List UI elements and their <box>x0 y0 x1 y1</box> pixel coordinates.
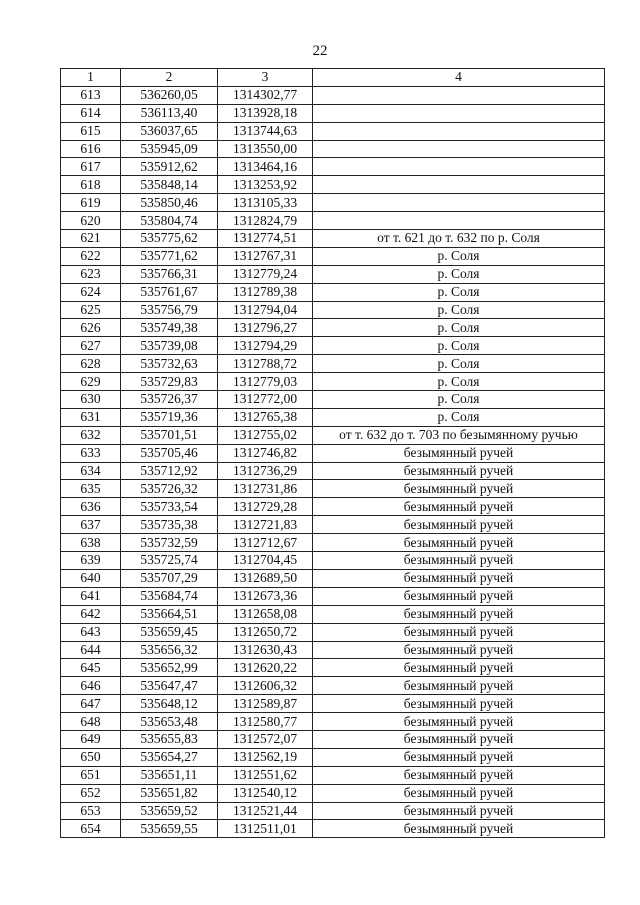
x-coordinate-cell: 535761,67 <box>121 283 218 301</box>
y-coordinate-cell: 1312794,29 <box>218 337 313 355</box>
description-cell: безымянный ручей <box>313 677 605 695</box>
description-cell: от т. 632 до т. 703 по безымянному ручью <box>313 426 605 444</box>
x-coordinate-cell: 535945,09 <box>121 140 218 158</box>
description-cell: безымянный ручей <box>313 480 605 498</box>
x-coordinate-cell: 536260,05 <box>121 86 218 104</box>
header-x-coordinate: 2 <box>121 69 218 87</box>
y-coordinate-cell: 1312712,67 <box>218 534 313 552</box>
table-row <box>61 534 605 552</box>
x-coordinate-cell: 535684,74 <box>121 587 218 605</box>
y-coordinate-cell: 1313464,16 <box>218 158 313 176</box>
description-cell: от т. 621 до т. 632 по р. Соля <box>313 230 605 248</box>
table-row <box>61 569 605 587</box>
point-number-cell: 613 <box>61 86 121 104</box>
coordinates-table <box>60 68 605 838</box>
point-number-cell: 645 <box>61 659 121 677</box>
x-coordinate-cell: 535719,36 <box>121 408 218 426</box>
x-coordinate-cell: 535648,12 <box>121 695 218 713</box>
point-number-cell: 641 <box>61 587 121 605</box>
x-coordinate-cell: 535705,46 <box>121 444 218 462</box>
table-row <box>61 677 605 695</box>
point-number-cell: 621 <box>61 230 121 248</box>
description-cell: р. Соля <box>313 247 605 265</box>
description-cell <box>313 212 605 230</box>
table-row <box>61 176 605 194</box>
point-number-cell: 653 <box>61 802 121 820</box>
x-coordinate-cell: 535707,29 <box>121 569 218 587</box>
description-cell: безымянный ручей <box>313 444 605 462</box>
table-row <box>61 641 605 659</box>
y-coordinate-cell: 1313744,63 <box>218 122 313 140</box>
point-number-cell: 631 <box>61 408 121 426</box>
x-coordinate-cell: 536037,65 <box>121 122 218 140</box>
y-coordinate-cell: 1312650,72 <box>218 623 313 641</box>
point-number-cell: 644 <box>61 641 121 659</box>
y-coordinate-cell: 1312630,43 <box>218 641 313 659</box>
description-cell <box>313 158 605 176</box>
x-coordinate-cell: 535701,51 <box>121 426 218 444</box>
point-number-cell: 646 <box>61 677 121 695</box>
description-cell: безымянный ручей <box>313 534 605 552</box>
table-row <box>61 695 605 713</box>
point-number-cell: 618 <box>61 176 121 194</box>
description-cell: безымянный ручей <box>313 695 605 713</box>
table-row <box>61 230 605 248</box>
y-coordinate-cell: 1312721,83 <box>218 516 313 534</box>
point-number-cell: 620 <box>61 212 121 230</box>
y-coordinate-cell: 1312824,79 <box>218 212 313 230</box>
description-cell: безымянный ручей <box>313 516 605 534</box>
table-row <box>61 426 605 444</box>
table-row <box>61 552 605 570</box>
table-row <box>61 480 605 498</box>
x-coordinate-cell: 535850,46 <box>121 194 218 212</box>
table-row <box>61 140 605 158</box>
table-row <box>61 462 605 480</box>
page-number: 22 <box>312 43 328 59</box>
table-row <box>61 748 605 766</box>
point-number-cell: 615 <box>61 122 121 140</box>
x-coordinate-cell: 535647,47 <box>121 677 218 695</box>
table-row <box>61 337 605 355</box>
point-number-cell: 648 <box>61 713 121 731</box>
x-coordinate-cell: 535732,59 <box>121 534 218 552</box>
point-number-cell: 627 <box>61 337 121 355</box>
point-number-cell: 629 <box>61 373 121 391</box>
table-row <box>61 319 605 337</box>
description-cell: р. Соля <box>313 355 605 373</box>
point-number-cell: 614 <box>61 104 121 122</box>
table-row <box>61 820 605 838</box>
point-number-cell: 623 <box>61 265 121 283</box>
x-coordinate-cell: 535756,79 <box>121 301 218 319</box>
description-cell: р. Соля <box>313 265 605 283</box>
y-coordinate-cell: 1312774,51 <box>218 230 313 248</box>
table-row <box>61 247 605 265</box>
description-cell: безымянный ручей <box>313 766 605 784</box>
point-number-cell: 651 <box>61 766 121 784</box>
y-coordinate-cell: 1313253,92 <box>218 176 313 194</box>
y-coordinate-cell: 1312794,04 <box>218 301 313 319</box>
y-coordinate-cell: 1313550,00 <box>218 140 313 158</box>
table-header <box>61 69 605 87</box>
table-row <box>61 587 605 605</box>
table-row <box>61 283 605 301</box>
point-number-cell: 622 <box>61 247 121 265</box>
y-coordinate-cell: 1312779,24 <box>218 265 313 283</box>
point-number-cell: 649 <box>61 730 121 748</box>
x-coordinate-cell: 535656,32 <box>121 641 218 659</box>
table-row <box>61 623 605 641</box>
point-number-cell: 634 <box>61 462 121 480</box>
description-cell: р. Соля <box>313 373 605 391</box>
description-cell: безымянный ручей <box>313 748 605 766</box>
point-number-cell: 630 <box>61 391 121 409</box>
table-body <box>61 86 605 837</box>
y-coordinate-cell: 1313105,33 <box>218 194 313 212</box>
point-number-cell: 650 <box>61 748 121 766</box>
x-coordinate-cell: 535652,99 <box>121 659 218 677</box>
description-cell: безымянный ручей <box>313 802 605 820</box>
point-number-cell: 635 <box>61 480 121 498</box>
y-coordinate-cell: 1312562,19 <box>218 748 313 766</box>
x-coordinate-cell: 535775,62 <box>121 230 218 248</box>
header-row <box>61 69 605 87</box>
table-row <box>61 373 605 391</box>
table-row <box>61 730 605 748</box>
x-coordinate-cell: 535655,83 <box>121 730 218 748</box>
point-number-cell: 625 <box>61 301 121 319</box>
x-coordinate-cell: 535725,74 <box>121 552 218 570</box>
table-row <box>61 713 605 731</box>
description-cell: безымянный ручей <box>313 730 605 748</box>
point-number-cell: 626 <box>61 319 121 337</box>
x-coordinate-cell: 535651,82 <box>121 784 218 802</box>
description-cell: безымянный ручей <box>313 605 605 623</box>
description-cell: безымянный ручей <box>313 641 605 659</box>
x-coordinate-cell: 535848,14 <box>121 176 218 194</box>
point-number-cell: 628 <box>61 355 121 373</box>
table-row <box>61 605 605 623</box>
description-cell: безымянный ручей <box>313 713 605 731</box>
header-point-number: 1 <box>61 69 121 87</box>
table-row <box>61 122 605 140</box>
table-row <box>61 391 605 409</box>
y-coordinate-cell: 1312731,86 <box>218 480 313 498</box>
table-row <box>61 301 605 319</box>
y-coordinate-cell: 1314302,77 <box>218 86 313 104</box>
x-coordinate-cell: 535659,55 <box>121 820 218 838</box>
description-cell: безымянный ручей <box>313 587 605 605</box>
x-coordinate-cell: 535749,38 <box>121 319 218 337</box>
table-row <box>61 444 605 462</box>
description-cell: безымянный ручей <box>313 820 605 838</box>
y-coordinate-cell: 1312511,01 <box>218 820 313 838</box>
y-coordinate-cell: 1312620,22 <box>218 659 313 677</box>
x-coordinate-cell: 535726,37 <box>121 391 218 409</box>
description-cell <box>313 176 605 194</box>
x-coordinate-cell: 535735,38 <box>121 516 218 534</box>
description-cell: р. Соля <box>313 337 605 355</box>
table-row <box>61 766 605 784</box>
x-coordinate-cell: 535712,92 <box>121 462 218 480</box>
y-coordinate-cell: 1312736,29 <box>218 462 313 480</box>
point-number-cell: 624 <box>61 283 121 301</box>
point-number-cell: 637 <box>61 516 121 534</box>
x-coordinate-cell: 535659,45 <box>121 623 218 641</box>
point-number-cell: 617 <box>61 158 121 176</box>
y-coordinate-cell: 1312673,36 <box>218 587 313 605</box>
header-boundary-description: 4 <box>313 69 605 87</box>
table-row <box>61 104 605 122</box>
y-coordinate-cell: 1312521,44 <box>218 802 313 820</box>
point-number-cell: 643 <box>61 623 121 641</box>
description-cell: безымянный ручей <box>313 569 605 587</box>
y-coordinate-cell: 1312796,27 <box>218 319 313 337</box>
x-coordinate-cell: 535739,08 <box>121 337 218 355</box>
description-cell <box>313 104 605 122</box>
y-coordinate-cell: 1313928,18 <box>218 104 313 122</box>
y-coordinate-cell: 1312772,00 <box>218 391 313 409</box>
y-coordinate-cell: 1312746,82 <box>218 444 313 462</box>
x-coordinate-cell: 535664,51 <box>121 605 218 623</box>
y-coordinate-cell: 1312704,45 <box>218 552 313 570</box>
table-row <box>61 498 605 516</box>
table-row <box>61 355 605 373</box>
table-row <box>61 659 605 677</box>
point-number-cell: 640 <box>61 569 121 587</box>
description-cell <box>313 140 605 158</box>
point-number-cell: 632 <box>61 426 121 444</box>
description-cell: безымянный ручей <box>313 623 605 641</box>
x-coordinate-cell: 535726,32 <box>121 480 218 498</box>
y-coordinate-cell: 1312779,03 <box>218 373 313 391</box>
y-coordinate-cell: 1312755,02 <box>218 426 313 444</box>
y-coordinate-cell: 1312765,38 <box>218 408 313 426</box>
point-number-cell: 636 <box>61 498 121 516</box>
table-row <box>61 784 605 802</box>
point-number-cell: 638 <box>61 534 121 552</box>
description-cell: безымянный ручей <box>313 784 605 802</box>
point-number-cell: 647 <box>61 695 121 713</box>
x-coordinate-cell: 535654,27 <box>121 748 218 766</box>
x-coordinate-cell: 535653,48 <box>121 713 218 731</box>
point-number-cell: 652 <box>61 784 121 802</box>
point-number-cell: 639 <box>61 552 121 570</box>
point-number-cell: 616 <box>61 140 121 158</box>
table-row <box>61 265 605 283</box>
point-number-cell: 619 <box>61 194 121 212</box>
description-cell: р. Соля <box>313 391 605 409</box>
description-cell <box>313 122 605 140</box>
description-cell: р. Соля <box>313 301 605 319</box>
table-row <box>61 408 605 426</box>
y-coordinate-cell: 1312589,87 <box>218 695 313 713</box>
y-coordinate-cell: 1312551,62 <box>218 766 313 784</box>
description-cell: безымянный ручей <box>313 462 605 480</box>
y-coordinate-cell: 1312658,08 <box>218 605 313 623</box>
y-coordinate-cell: 1312729,28 <box>218 498 313 516</box>
description-cell <box>313 194 605 212</box>
y-coordinate-cell: 1312540,12 <box>218 784 313 802</box>
header-y-coordinate: 3 <box>218 69 313 87</box>
y-coordinate-cell: 1312789,38 <box>218 283 313 301</box>
point-number-cell: 654 <box>61 820 121 838</box>
y-coordinate-cell: 1312580,77 <box>218 713 313 731</box>
table-row <box>61 158 605 176</box>
x-coordinate-cell: 535912,62 <box>121 158 218 176</box>
description-cell: р. Соля <box>313 283 605 301</box>
description-cell <box>313 86 605 104</box>
x-coordinate-cell: 535729,83 <box>121 373 218 391</box>
point-number-cell: 642 <box>61 605 121 623</box>
description-cell: безымянный ручей <box>313 498 605 516</box>
x-coordinate-cell: 535659,52 <box>121 802 218 820</box>
y-coordinate-cell: 1312788,72 <box>218 355 313 373</box>
table-row <box>61 194 605 212</box>
table-row <box>61 802 605 820</box>
description-cell: безымянный ручей <box>313 659 605 677</box>
x-coordinate-cell: 535651,11 <box>121 766 218 784</box>
description-cell: р. Соля <box>313 408 605 426</box>
table-row <box>61 86 605 104</box>
y-coordinate-cell: 1312606,32 <box>218 677 313 695</box>
point-number-cell: 633 <box>61 444 121 462</box>
y-coordinate-cell: 1312767,31 <box>218 247 313 265</box>
description-cell: р. Соля <box>313 319 605 337</box>
description-cell: безымянный ручей <box>313 552 605 570</box>
x-coordinate-cell: 535733,54 <box>121 498 218 516</box>
x-coordinate-cell: 535766,31 <box>121 265 218 283</box>
x-coordinate-cell: 536113,40 <box>121 104 218 122</box>
x-coordinate-cell: 535732,63 <box>121 355 218 373</box>
table-row <box>61 516 605 534</box>
y-coordinate-cell: 1312689,50 <box>218 569 313 587</box>
x-coordinate-cell: 535771,62 <box>121 247 218 265</box>
x-coordinate-cell: 535804,74 <box>121 212 218 230</box>
table-row <box>61 212 605 230</box>
y-coordinate-cell: 1312572,07 <box>218 730 313 748</box>
